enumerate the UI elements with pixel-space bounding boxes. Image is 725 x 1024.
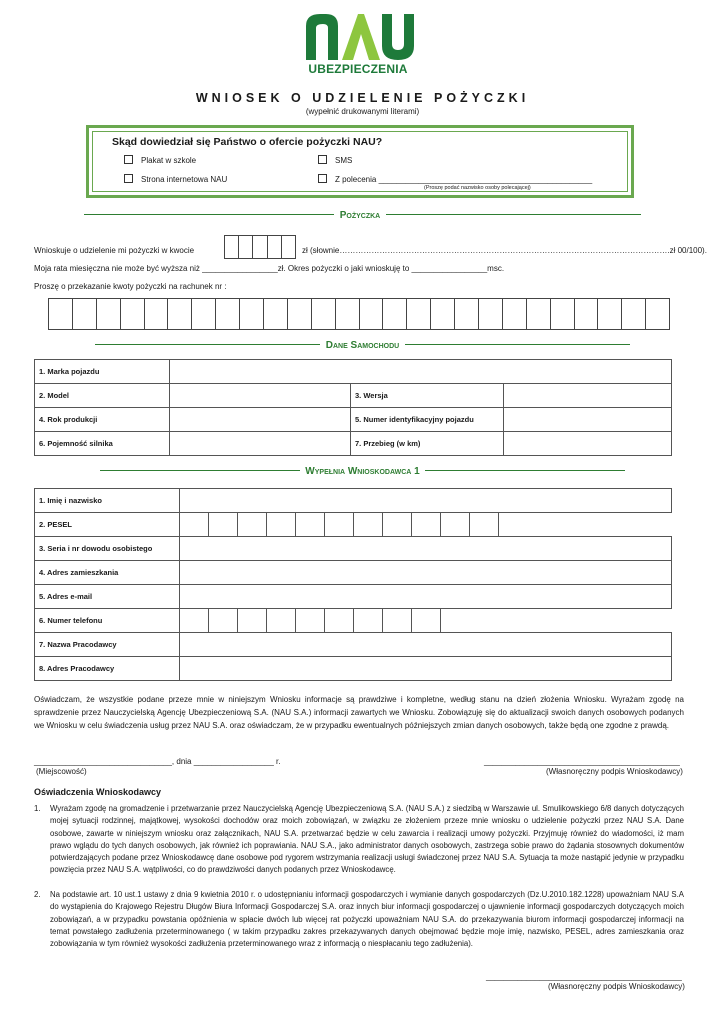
- account-digit-box[interactable]: [336, 299, 360, 329]
- pesel-box[interactable]: [180, 513, 209, 537]
- phone-spacer: [441, 609, 672, 633]
- checkbox[interactable]: [318, 174, 327, 183]
- pesel-box[interactable]: [296, 513, 325, 537]
- final-signature-label: (Własnoręczny podpis Wnioskodawcy): [548, 982, 685, 991]
- pesel-box[interactable]: [209, 513, 238, 537]
- account-label: Proszę o przekazanie kwoty pożyczki na rachunek nr :: [34, 282, 227, 291]
- installment-line: Moja rata miesięczna nie może być wyższa niż _________________zł. Okres pożyczki o jaki wnioskuję to _________________msc.: [34, 264, 505, 273]
- amount-label: Wnioskuje o udzielenie mi pożyczki w kwocie: [34, 246, 195, 255]
- pesel-box[interactable]: [470, 513, 499, 537]
- phone-box[interactable]: [383, 609, 412, 633]
- option-label: Z polecenia: [335, 175, 377, 184]
- version-label: 3. Wersja: [351, 384, 504, 408]
- email-label: 5. Adres e-mail: [35, 585, 180, 609]
- place-date-line[interactable]: _______________________________, dnia __________________ r.: [34, 757, 281, 766]
- signature-line[interactable]: ____________________________________________: [484, 757, 680, 766]
- mileage-field[interactable]: [504, 432, 672, 456]
- account-digit-box[interactable]: [575, 299, 599, 329]
- account-digit-box[interactable]: [407, 299, 431, 329]
- phone-box[interactable]: [180, 609, 209, 633]
- account-digit-box[interactable]: [168, 299, 192, 329]
- option-label: Strona internetowa NAU: [141, 175, 228, 184]
- account-digit-box[interactable]: [360, 299, 384, 329]
- phone-box[interactable]: [412, 609, 441, 633]
- place-label: (Miejscowość): [36, 767, 87, 776]
- account-digit-box[interactable]: [598, 299, 622, 329]
- account-digit-box[interactable]: [431, 299, 455, 329]
- account-digit-box[interactable]: [622, 299, 646, 329]
- pesel-box[interactable]: [267, 513, 296, 537]
- statement-2: 2. Na podstawie art. 10 ust.1 ustawy z dnia 9 kwietnia 2010 r. o udostępnianiu informacji gospodarczych i wymianie danych gospodarczych (Dz.U.2010.182.1228) upoważniam NAU S.A do wystąpienia do Krajowego Rejestru Długów Biura Informacji Gospodarczej S.A. oraz innych biur informacji gospodarczej o ujawnienie informacji gospodarczych dotyczących moich zobowiązań, a w przypadku powstania opóźnienia w spłacie dwóch lub więcej rat pożyczki upoważniam NAU S.A. do przekazywania biurom informacji gospodarczej informacji na temat powstałego zadłużenia przeterminowanego ( w takim przypadku zakres przekazywanych danych obejmować będzie moje imię, nazwisko, PESEL, adres zamieszkania oraz zobowiązania w tym również wysokości zadłużenia przeterminowanego wraz z informacją o niespłacaniu tego zadłużenia).: [34, 890, 684, 949]
- pesel-box[interactable]: [412, 513, 441, 537]
- account-digit-box[interactable]: [527, 299, 551, 329]
- account-digit-box[interactable]: [312, 299, 336, 329]
- option-referral[interactable]: [318, 174, 592, 184]
- address-field[interactable]: [180, 561, 672, 585]
- option-poster[interactable]: [124, 155, 196, 165]
- phone-box[interactable]: [238, 609, 267, 633]
- form-subtitle: (wypełnić drukowanymi literami): [305, 107, 420, 116]
- engine-field[interactable]: [170, 432, 351, 456]
- make-label: 1. Marka pojazdu: [35, 360, 170, 384]
- option-sms[interactable]: [318, 155, 352, 165]
- id-label: 3. Seria i nr dowodu osobistego: [35, 537, 180, 561]
- final-signature-line[interactable]: ____________________________________________: [486, 972, 682, 981]
- logo-subtitle: UBEZPIECZENIA: [308, 62, 408, 76]
- id-field[interactable]: [180, 537, 672, 561]
- phone-box[interactable]: [296, 609, 325, 633]
- referral-note: (Proszę podać nazwisko osoby polecającej): [424, 185, 531, 191]
- pesel-box[interactable]: [238, 513, 267, 537]
- year-label: 4. Rok produkcji: [35, 408, 170, 432]
- account-digit-box[interactable]: [240, 299, 264, 329]
- signature-label: (Własnoręczny podpis Wnioskodawcy): [546, 767, 683, 776]
- name-field[interactable]: [180, 489, 672, 513]
- name-label: 1. Imię i nazwisko: [35, 489, 180, 513]
- address-label: 4. Adres zamieszkania: [35, 561, 180, 585]
- account-digit-box[interactable]: [479, 299, 503, 329]
- vin-field[interactable]: [504, 408, 672, 432]
- model-label: 2. Model: [35, 384, 170, 408]
- phone-box[interactable]: [325, 609, 354, 633]
- checkbox[interactable]: [318, 155, 327, 164]
- loan-section-title: Pożyczka: [0, 210, 725, 221]
- account-digit-box[interactable]: [97, 299, 121, 329]
- vin-label: 5. Numer identyfikacyjny pojazdu: [351, 408, 504, 432]
- employer-field[interactable]: [180, 633, 672, 657]
- account-digit-box[interactable]: [216, 299, 240, 329]
- account-digit-box[interactable]: [264, 299, 288, 329]
- pesel-box[interactable]: [383, 513, 412, 537]
- account-digit-box[interactable]: [503, 299, 527, 329]
- pesel-label: 2. PESEL: [35, 513, 180, 537]
- mileage-label: 7. Przebieg (w km): [351, 432, 504, 456]
- phone-label: 6. Numer telefonu: [35, 609, 180, 633]
- pesel-box[interactable]: [441, 513, 470, 537]
- phone-box[interactable]: [209, 609, 238, 633]
- applicant-section-title: Wypełnia Wnioskodawca 1: [0, 466, 725, 477]
- vehicle-section-title: Dane Samochodu: [0, 340, 725, 351]
- account-digit-box[interactable]: [121, 299, 145, 329]
- account-digit-box[interactable]: [551, 299, 575, 329]
- employer-address-label: 8. Adres Pracodawcy: [35, 657, 180, 681]
- engine-label: 6. Pojemność silnika: [35, 432, 170, 456]
- phone-box[interactable]: [354, 609, 383, 633]
- year-field[interactable]: [170, 408, 351, 432]
- source-question: Skąd dowiedział się Państwo o ofercie pożyczki NAU?: [112, 136, 383, 148]
- applicant-table: [34, 488, 672, 681]
- pesel-spacer: [499, 513, 672, 537]
- option-label: SMS: [335, 156, 353, 165]
- account-digit-box[interactable]: [73, 299, 97, 329]
- pesel-box[interactable]: [354, 513, 383, 537]
- option-label: Plakat w szkole: [141, 156, 197, 165]
- account-digit-box[interactable]: [145, 299, 169, 329]
- declaration-text: Oświadczam, że wszystkie podane przeze mnie w niniejszym Wniosku informacje są prawdziwe i kompletne, według stanu na dzień złożenia Wniosku. Wyrażam zgodę na sprawdzenie przez Nauczycielską Agencję Ubezpieczeniową S.A. (NAU S.A.) informacji zawartych we Wniosku. Zobowiązuję się do aktualizacji swoich danych osobowych podanych we Wniosku w celu świadczenia usług przez NAU S.A. oraz oświadczam, że w przypadku ewentualnych późniejszych zmian danych osobowych, także będą one zgodne z prawdą.: [34, 695, 684, 730]
- option-website[interactable]: [124, 174, 227, 184]
- pesel-box[interactable]: [325, 513, 354, 537]
- checkbox[interactable]: [124, 174, 133, 183]
- account-digit-box[interactable]: [646, 299, 669, 329]
- account-digit-box[interactable]: [192, 299, 216, 329]
- amount-words: zł (słownie…………………………………………………………………………………………………………….zł 00/100).: [302, 246, 707, 255]
- account-number-boxes[interactable]: [48, 298, 670, 330]
- statements-title: Oświadczenia Wnioskodawcy: [34, 787, 162, 797]
- checkbox[interactable]: [124, 155, 133, 164]
- make-field[interactable]: [170, 360, 672, 384]
- referral-field[interactable]: ________________________________________________: [378, 175, 593, 184]
- phone-box[interactable]: [267, 609, 296, 633]
- model-field[interactable]: [170, 384, 351, 408]
- account-digit-box[interactable]: [49, 299, 73, 329]
- amount-boxes[interactable]: [224, 235, 296, 259]
- employer-address-field[interactable]: [180, 657, 672, 681]
- version-field[interactable]: [504, 384, 672, 408]
- account-digit-box[interactable]: [455, 299, 479, 329]
- account-digit-box[interactable]: [288, 299, 312, 329]
- account-digit-box[interactable]: [383, 299, 407, 329]
- employer-label: 7. Nazwa Pracodawcy: [35, 633, 180, 657]
- statement-1: 1. Wyrażam zgodę na gromadzenie i przetwarzanie przez Nauczycielską Agencję Ubezpieczeniową S.A. (NAU S.A.) z siedzibą w Warszawie ul. Smulikowskiego 6/8 danych dotyczących mojej sytuacji rodzinnej, majątkowej, wysokości dochodów oraz moich zobowiązań, w związku ze złożeniem przeze mnie wniosku o udzielenie pożyczki przez NAU S.A. Dane osobowe, zawarte w niniejszym wniosku oraz załącznikach, NAU S.A. przetwarzać będzie w celu zawarcia i realizacji umowy pożyczki. Przyjmuję również do wiadomości, iż mam prawo wglądu do tych danych osobowych, jak również ich poprawiania. NAU S.A., jako administrator danych osobowych, zastrzega sobie prawo do żądania stosownych dokumentów potwierdzających podane przez Wnioskodawcę dane osobowe pod rygorem wstrzymania realizacji usługi świadczonej przez NAU S.A. Sytuacja ta może nastąpić jedynie w przypadku powzięcia przez NAU S.A. wątpliwości, co do prawdziwości danych podanych przez Wnioskodawcę.: [34, 804, 684, 875]
- vehicle-table: [34, 359, 672, 456]
- form-title: WNIOSEK O UDZIELENIE POŻYCZKI: [195, 91, 530, 105]
- email-field[interactable]: [180, 585, 672, 609]
